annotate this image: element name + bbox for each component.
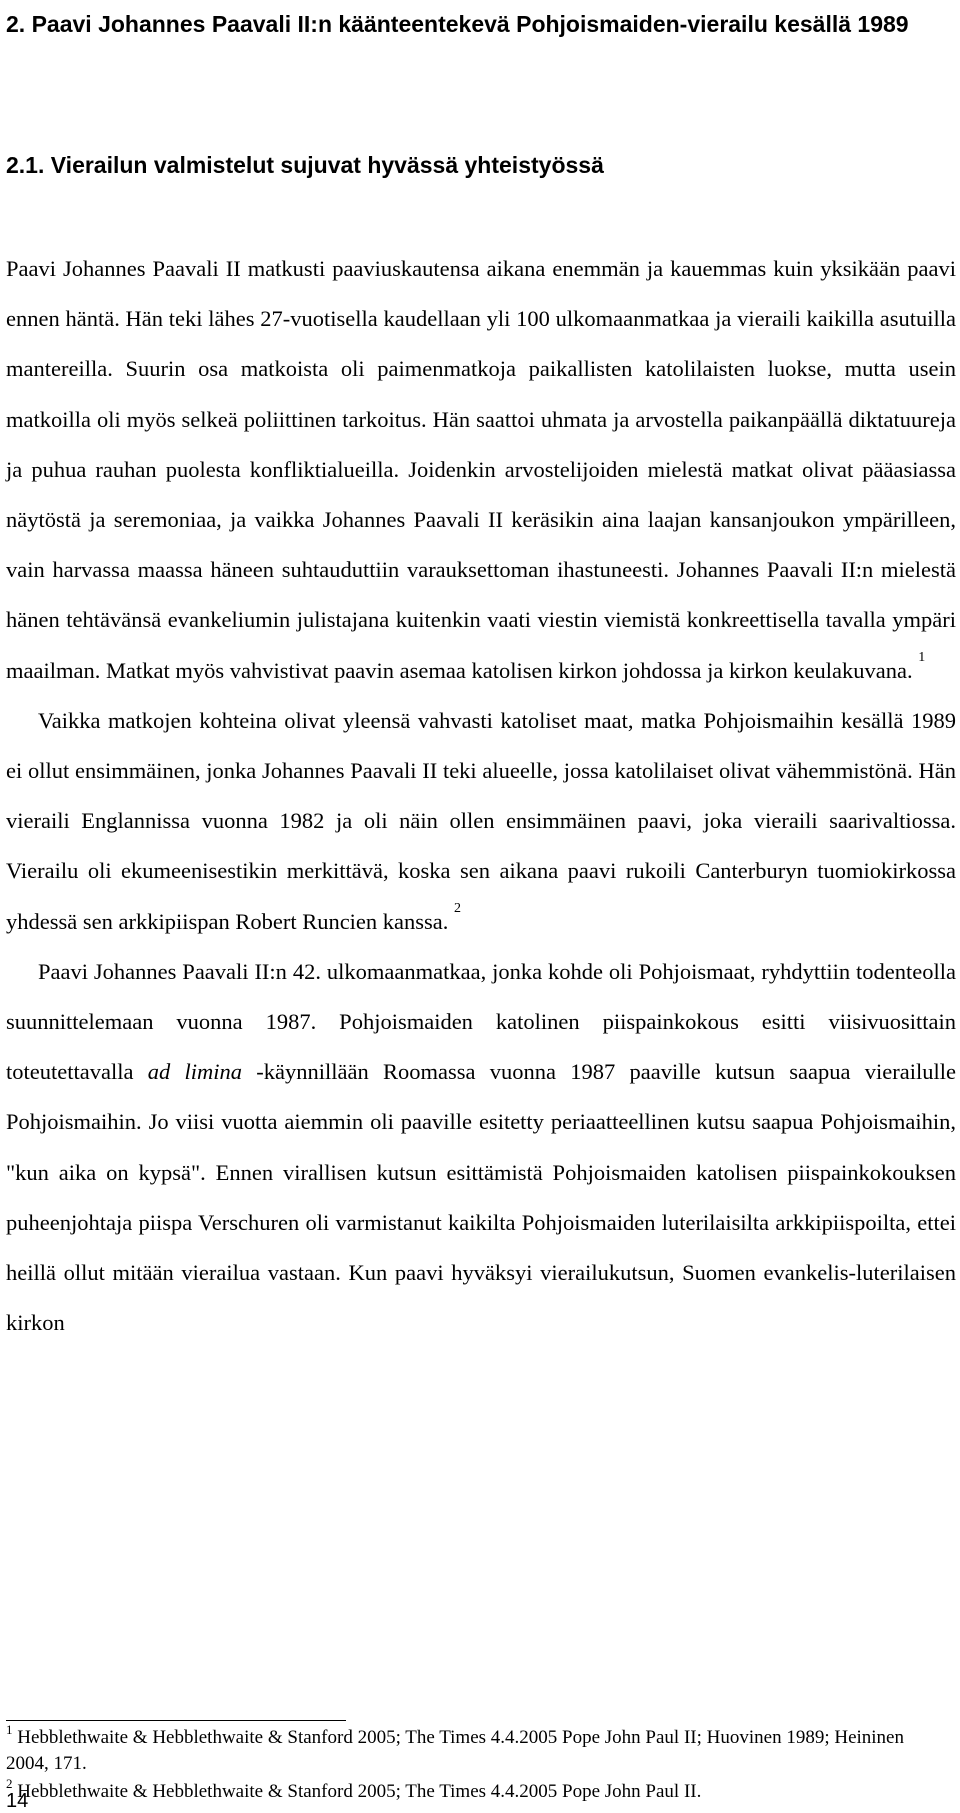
footnote-2 xyxy=(6,1776,906,1805)
body-text xyxy=(6,244,956,1348)
footnote-2-mark: 2 xyxy=(6,1776,13,1791)
page-number: 14 xyxy=(6,1790,29,1812)
paragraph-1 xyxy=(6,244,956,696)
footnote-1-mark: 1 xyxy=(6,1722,13,1737)
footnote-2-text: Hebblethwaite & Hebblethwaite & Stanford 2005; The Times 4.4.2005 Pope John Paul II. xyxy=(17,1781,702,1802)
paragraph-1-text: Paavi Johannes Paavali II matkusti paaviuskautensa aikana enemmän ja kauemmas kuin yksikään paavi ennen häntä. Hän teki lähes 27-vuotisella kaudellaan yli 100 ulkomaanmatkaa ja vieraili kaikilla asutuilla mantereilla. Suurin osa matkoista oli paimenmatkoja paikallisten katolilaisten luokse, mutta usein matkoilla oli myös selkeä poliittinen tarkoitus. Hän saattoi uhmata ja arvostella paikanpäällä diktatuureja ja puhua rauhan puolesta konfliktialueilla. Joidenkin arvostelijoiden mielestä matkat olivat pääasiassa näytöstä ja seremoniaa, ja vaikka Johannes Paavali II keräsikin aina laajan kansanjoukon ympärilleen, vain harvassa maassa häneen suhtauduttiin varauksettoman ihastuneesti. Johannes Paavali II:n mielestä hänen tehtävänsä evankeliumin julistajana kuitenkin vaati viestin viemistä konkreettisella tavalla ympäri maailman. Matkat myös vahvistivat paavin asemaa katolisen kirkon johdossa ja kirkon keulakuvana. xyxy=(6,256,956,683)
paragraph-3-text-end: -käynnillään Roomassa vuonna 1987 paaville kutsun saapua vierailulle Pohjoismaihin. Jo viisi vuotta aiemmin oli paaville esitetty periaatteellinen kutsu saapua Pohjoismaihin, "kun aika on kypsä". Ennen virallisen kutsun esittämistä Pohjoismaiden katolisen piispainkokouksen puheenjohtaja piispa Verschuren oli varmistanut kaikilta Pohjoismaiden luterilaisilta arkkipiispoilta, ettei heillä ollut mitään vierailua vastaan. Kun paavi hyväksyi vierailukutsun, Suomen evankelis-luterilaisen kirkon xyxy=(6,1059,956,1336)
footnote-1-text: Hebblethwaite & Hebblethwaite & Stanford 2005; The Times 4.4.2005 Pope John Paul II; Huovinen 1989; Heininen 2004, 171. xyxy=(6,1727,904,1774)
footnote-separator xyxy=(6,1720,346,1721)
paragraph-2-text: Vaikka matkojen kohteina olivat yleensä vahvasti katoliset maat, matka Pohjoismaihin kesällä 1989 ei ollut ensimmäinen, jonka Johannes Paavali II teki alueelle, jossa katolilaiset olivat vähemmistönä. Hän vieraili Englannissa vuonna 1982 ja oli näin ollen ensimmäinen paavi, joka vieraili saarivaltiossa. Vierailu oli ekumeenisestikin merkittävä, koska sen aikana paavi rukoili Canterburyn tuomiokirkossa yhdessä sen arkkipiispan Robert Runcien kanssa. xyxy=(6,707,956,934)
footnote-1 xyxy=(6,1722,906,1777)
footnote-ref-2: 2 xyxy=(454,900,462,916)
footnote-ref-1: 1 xyxy=(918,649,926,665)
paragraph-3 xyxy=(6,947,956,1349)
paragraph-3-text-start: Paavi Johannes Paavali II:n 42. ulkomaanmatkaa, jonka kohde oli Pohjoismaat, ryhdyttiin todenteolla suunnittelemaan vuonna 1987. Pohjoismaiden katolinen piispainkokous esitti viisivuosittain toteutettavalla xyxy=(6,958,956,1085)
section-heading: 2.1. Vierailun valmistelut sujuvat hyvässä yhteistyössä xyxy=(6,152,604,178)
italic-term: ad limina xyxy=(147,1059,242,1085)
chapter-heading: 2. Paavi Johannes Paavali II:n käänteentekevä Pohjoismaiden-vierailu kesällä 1989 xyxy=(6,11,909,37)
paragraph-2 xyxy=(6,696,956,947)
